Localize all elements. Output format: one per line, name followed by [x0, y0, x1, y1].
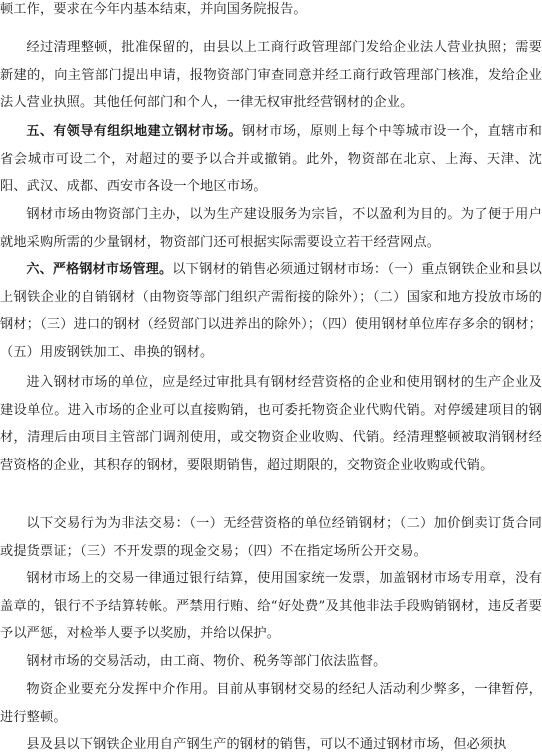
paragraph-text: 县及县以下钢铁企业用自产钢生产的钢材的销售，可以不通过钢材市场，但必须执 [26, 737, 507, 752]
paragraph-section-6 [0, 256, 542, 366]
paragraph-intermediary [0, 676, 542, 731]
section-heading: 六、严格钢材市场管理。 [26, 262, 173, 277]
paragraph-market-entry [0, 369, 542, 479]
paragraph-section-5 [0, 118, 542, 201]
paragraph-text: 物资企业要充分发挥中介作用。目前从事钢材交易的经纪人活动利少弊多，一律暂停，进行整顿。 [0, 682, 542, 725]
paragraph-text: 以下交易行为为非法交易：（一）无经营资格的单位经销钢材；（二）加价倒卖订货合同或提货票证；（三）不开发票的现金交易；（四）不在指定场所公开交易。 [0, 516, 542, 559]
paragraph-continuation [0, 0, 542, 24]
paragraph-supervision [0, 648, 542, 676]
paragraph-market-host [0, 201, 542, 256]
section-heading: 五、有领导有组织地建立钢材市场。 [26, 124, 242, 139]
paragraph-text: 钢材市场的交易活动，由工商、物价、税务等部门依法监督。 [26, 654, 387, 669]
paragraph-text: 顿工作，要求在今年内基本结束，并向国务院报告。 [0, 2, 307, 17]
paragraph-illegal-trade [0, 510, 542, 565]
paragraph-text: 经过清理整顿，批准保留的，由县以上工商行政管理部门发给企业法人营业执照；需要新建的，向主管部门提出申请，报物资部门审查同意并经工商行政管理部门核准，发给企业法人营业执照。其他任何部门和个人，一律无权审批经营钢材的企业。 [0, 40, 542, 110]
paragraph-text: 以下钢材的销售必须通过钢材市场：（一）重点钢铁企业和县以上钢铁企业的自销钢材（由物资等部门组织产需衔接的除外）；（二）国家和地方投放市场的钢材；（三）进口的钢材（经贸部门以进养出的除外）；（四）使用钢材单位库存多余的钢材；（五）用废钢铁加工、串换的钢材。 [0, 262, 542, 360]
paragraph-settlement [0, 565, 542, 648]
paragraph-text: 钢材市场由物资部门主办，以为生产建设服务为宗旨，不以盈利为目的。为了便于用户就地采购所需的少量钢材，物资部门还可根据实际需要设立若干经营网点。 [0, 207, 542, 250]
paragraph-text: 进入钢材市场的单位，应是经过审批具有钢材经营资格的企业和使用钢材的生产企业及建设单位。进入市场的企业可以直接购销，也可委托物资企业代购代销。对停缓建项目的钢材，清理后由项目主管部门调剂使用，或交物资企业收购、代销。经清理整顿被取消钢材经营资格的企业，其积存的钢材，要限期销售，超过期限的，交物资企业收购或代销。 [0, 375, 542, 473]
paragraph-approval [0, 34, 542, 117]
paragraph-county-enterprises [0, 731, 542, 752]
paragraph-text: 钢材市场，原则上每个中等城市设一个，直辖市和省会城市可设二个，对超过的要予以合并或撤销。此外，物资部在北京、上海、天津、沈阳、武汉、成都、西安市各设一个地区市场。 [0, 124, 542, 194]
paragraph-text: 钢材市场上的交易一律通过银行结算，使用国家统一发票，加盖钢材市场专用章，没有盖章的，银行不予结算转帐。严禁用行贿、给“好处费”及其他非法手段购销钢材，违反者要予以严惩，对检举人要予以奖励，并给以保护。 [0, 571, 542, 641]
